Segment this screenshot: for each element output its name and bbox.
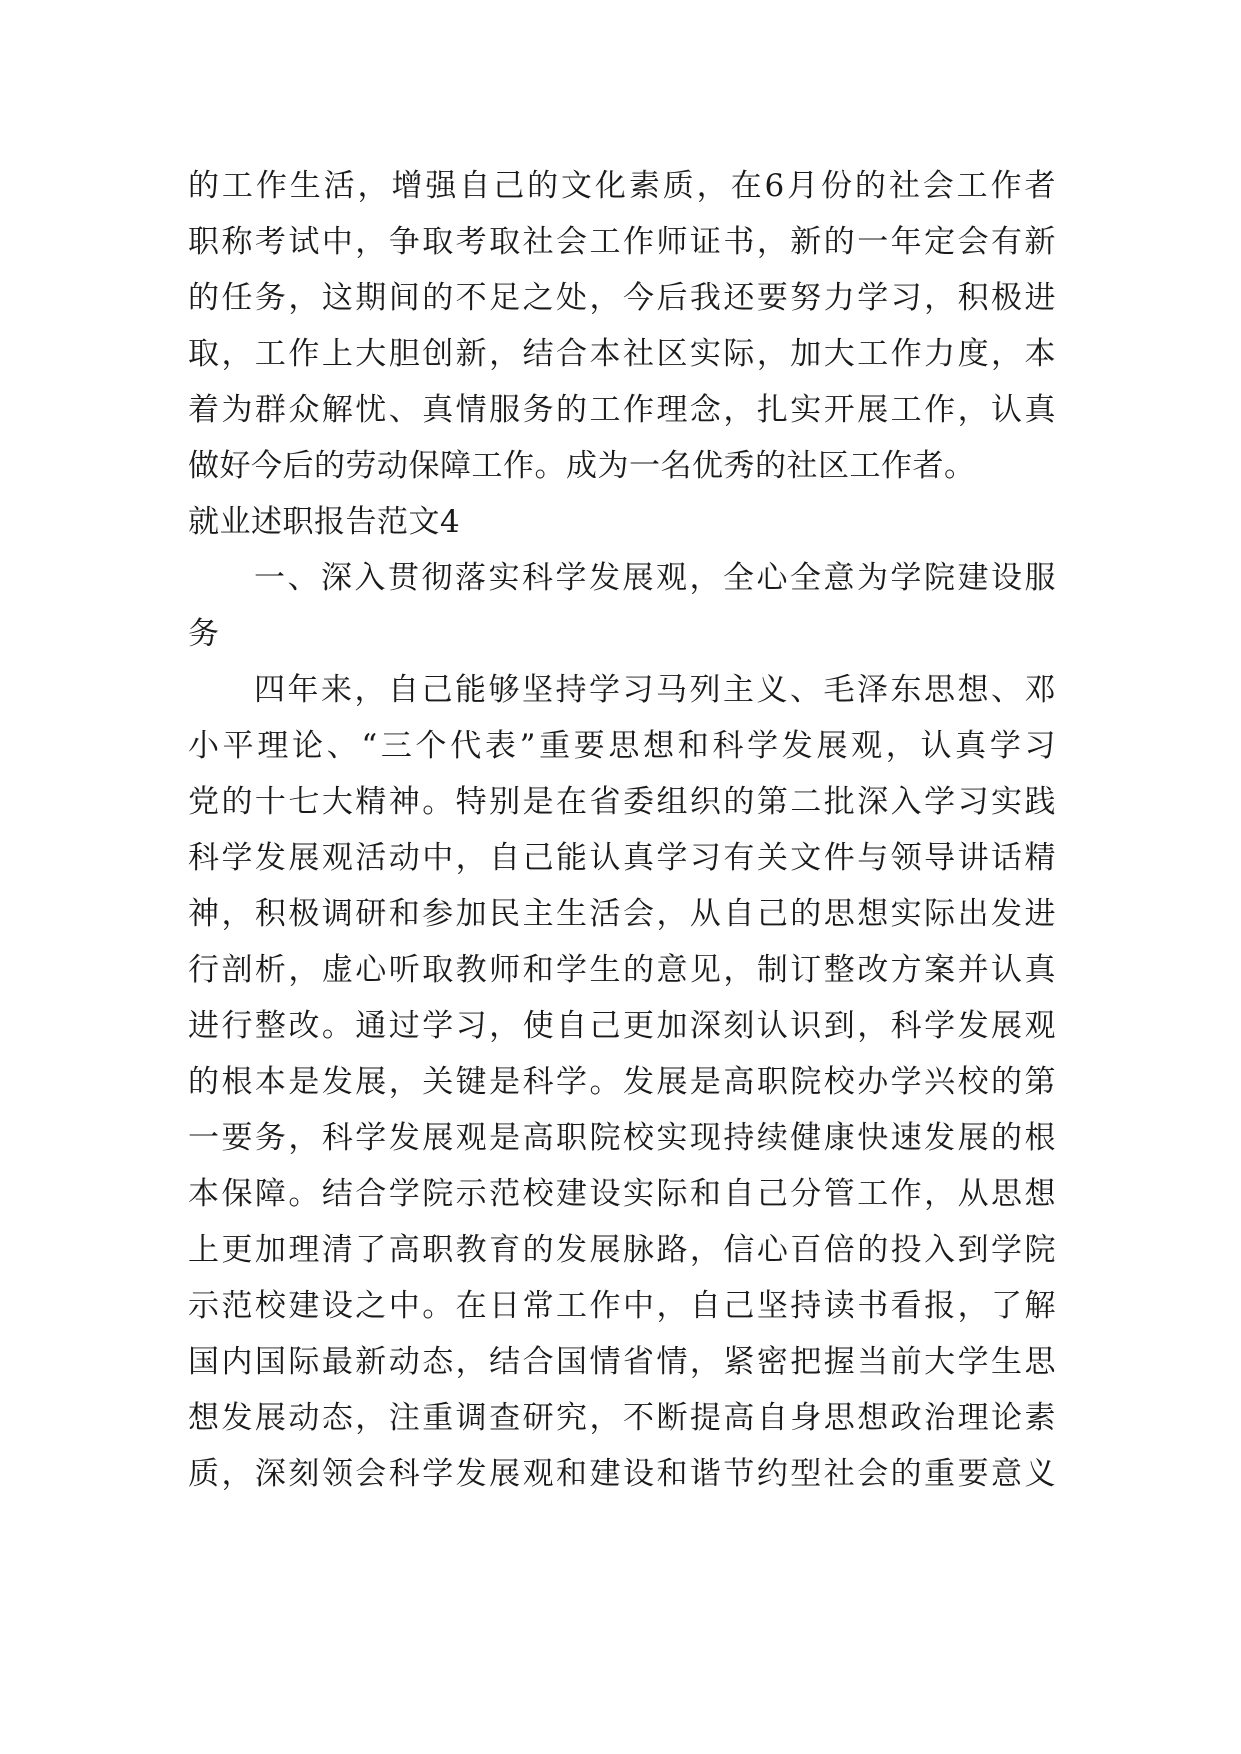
text-line: 一、深入贯彻落实科学发展观，全心全意为学院建设服 [254,560,1056,596]
text-line: 的任务，这期间的不足之处，今后我还要努力学习，积极进 [188,280,1056,316]
text-line: 一要务，科学发展观是高职院校实现持续健康快速发展的根 [188,1120,1056,1156]
text-line: 小平理论、“三个代表”重要思想和科学发展观，认真学习 [188,728,1056,764]
text-line: 职称考试中，争取考取社会工作师证书，新的一年定会有新 [188,224,1056,260]
text-line: 国内国际最新动态，结合国情省情，紧密把握当前大学生思 [188,1344,1056,1380]
paragraph-continuation [188,158,1056,494]
text-line: 取，工作上大胆创新，结合本社区实际，加大工作力度，本 [188,336,1056,372]
document-body [188,158,1056,1502]
text-line: 的工作生活，增强自己的文化素质，在6月份的社会工作者 [188,168,1056,204]
text-line: 四年来，自己能够坚持学习马列主义、毛泽东思想、邓 [254,672,1056,708]
text-line: 行剖析，虚心听取教师和学生的意见，制订整改方案并认真 [188,952,1056,988]
text-line: 务 [188,616,220,652]
text-line: 着为群众解忧、真情服务的工作理念，扎实开展工作，认真 [188,392,1056,428]
text-line: 示范校建设之中。在日常工作中，自己坚持读书看报，了解 [188,1288,1056,1324]
text-line: 做好今后的劳动保障工作。成为一名优秀的社区工作者。 [188,448,976,484]
text-line: 科学发展观活动中，自己能认真学习有关文件与领导讲话精 [188,840,1056,876]
paragraph-body [188,662,1056,1502]
text-line: 党的十七大精神。特别是在省委组织的第二批深入学习实践 [188,784,1056,820]
paragraph-subheading [188,550,1056,662]
text-line: 神，积极调研和参加民主生活会，从自己的思想实际出发进 [188,896,1056,932]
text-line: 想发展动态，注重调查研究，不断提高自身思想政治理论素 [188,1400,1056,1436]
text-line: 上更加理清了高职教育的发展脉路，信心百倍的投入到学院 [188,1232,1056,1268]
text-line: 本保障。结合学院示范校建设实际和自己分管工作，从思想 [188,1176,1056,1212]
text-line: 的根本是发展，关键是科学。发展是高职院校办学兴校的第 [188,1064,1056,1100]
text-line: 质，深刻领会科学发展观和建设和谐节约型社会的重要意义 [188,1456,1056,1492]
section-title: 就业述职报告范文4 [188,504,461,540]
text-line: 进行整改。通过学习，使自己更加深刻认识到，科学发展观 [188,1008,1056,1044]
